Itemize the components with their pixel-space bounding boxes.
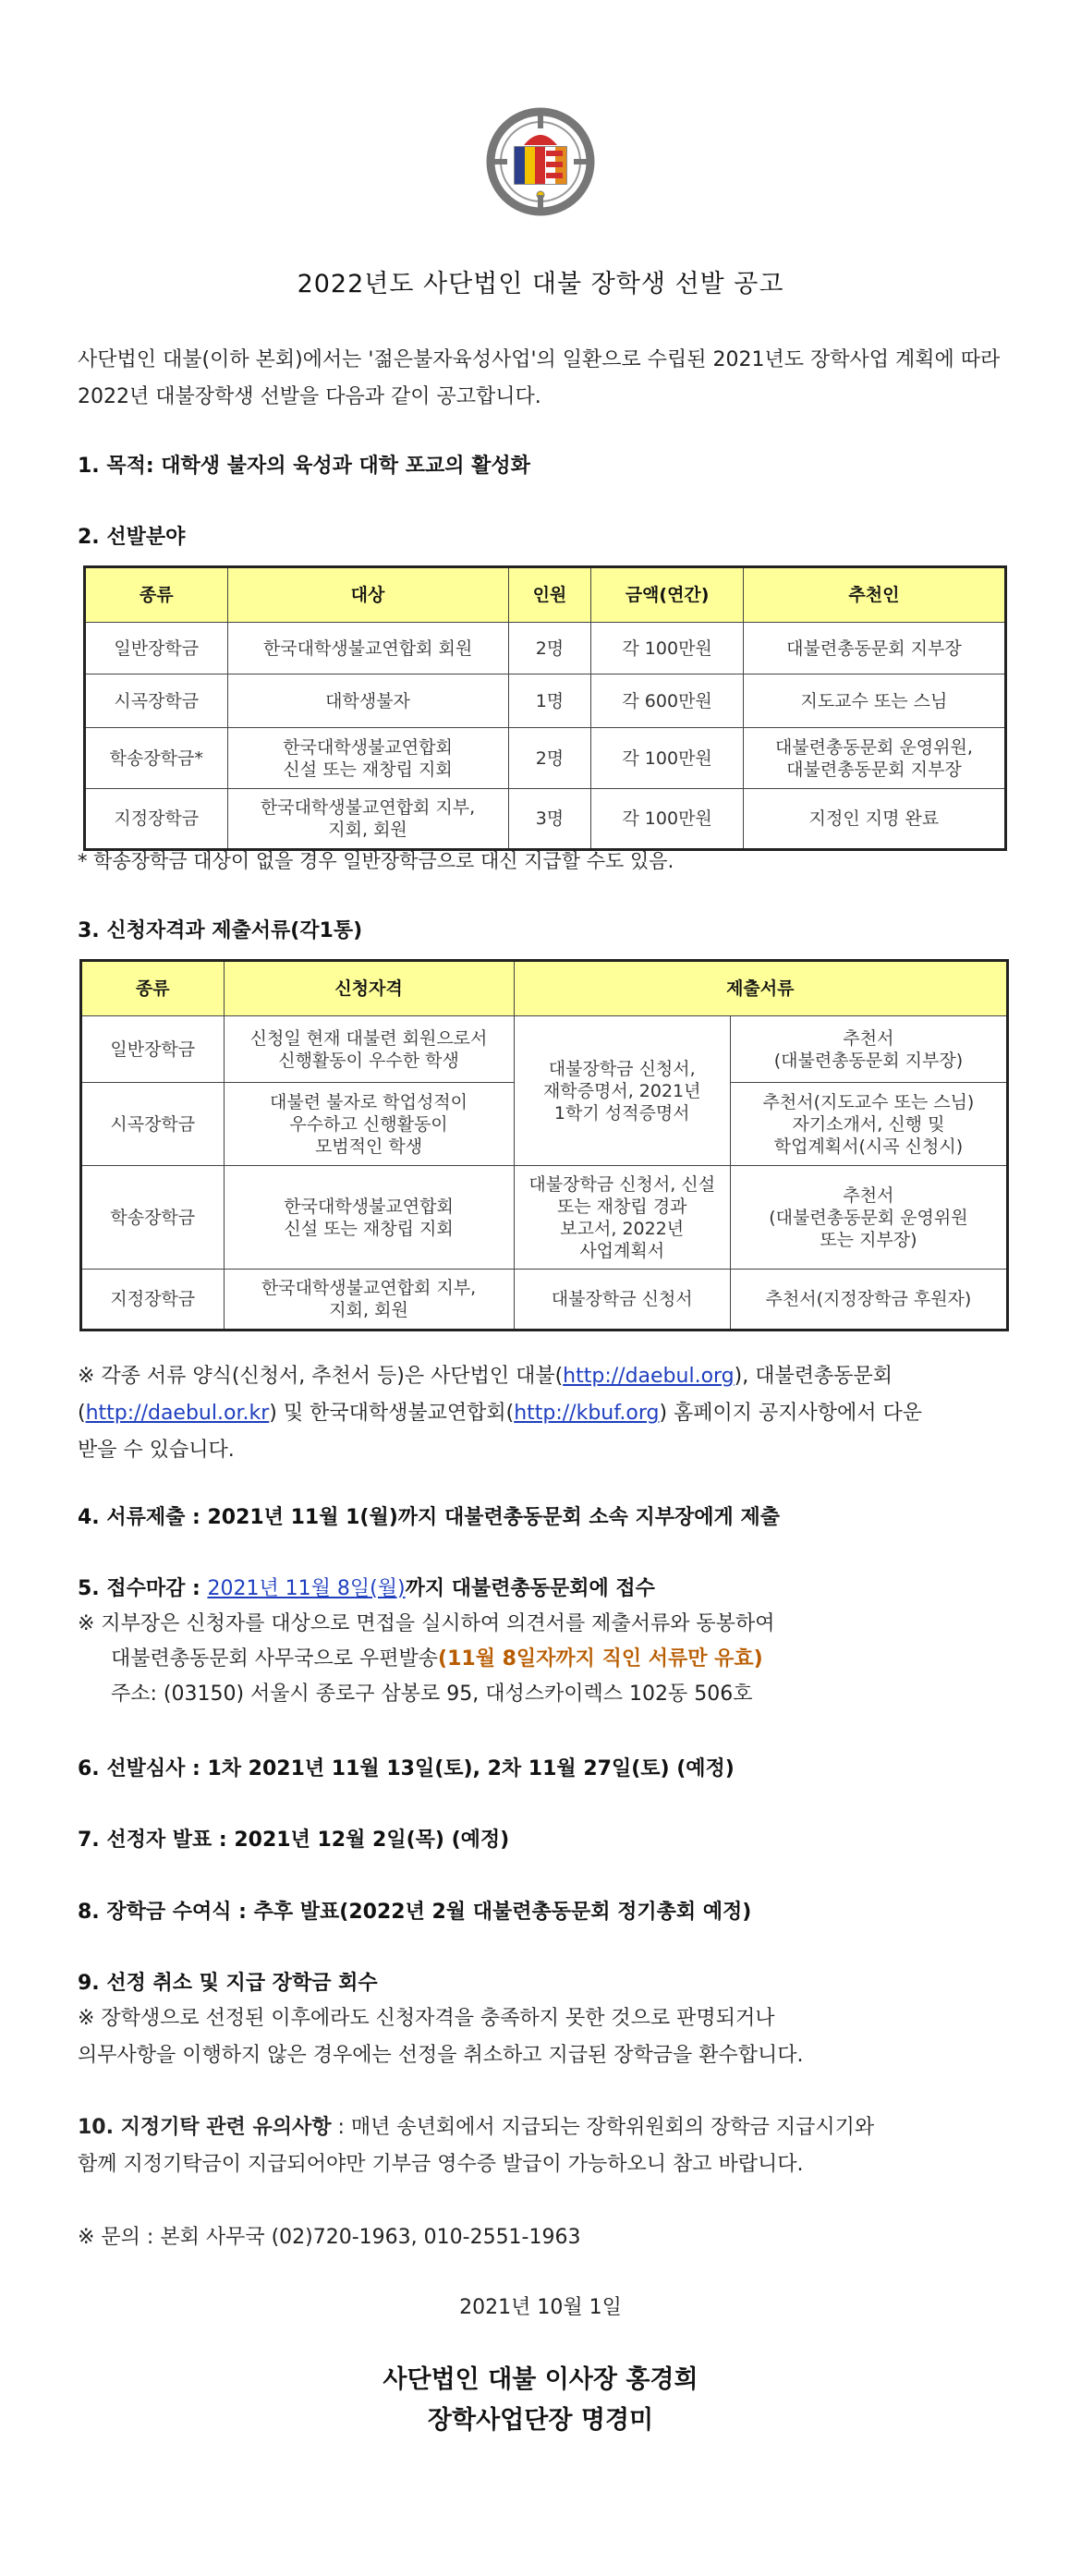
table-cell: 대불장학금 신청서, 재학증명서, 2021년 1학기 성적증명서 [514,1016,730,1166]
table-row [81,1166,1008,1270]
section-announcement: 7. 선정자 발표 : 2021년 12월 2일(목) (예정) [78,1829,510,1852]
table-row [85,728,1006,789]
section-qualifications: 3. 신청자격과 제출서류(각1통) [78,919,363,942]
table-cell: 한국대학생불교연합회 신설 또는 재창립 지회 [224,1166,514,1270]
deadline-note: ※ 지부장은 신청자를 대상으로 면접을 실시하여 의견서를 제출서류와 동봉하여 [78,1612,775,1635]
forms-note [78,1358,1007,1469]
table-cell: 지정장학금 [81,1270,225,1331]
table-cell: 시곡장학금 [85,674,228,728]
forms-note-text: ) 홈페이지 공지사항에서 다운 [659,1402,923,1425]
table-header: 금액(연간) [591,567,744,623]
cancellation-note: 의무사항을 이행하지 않은 경우에는 선정을 취소하고 지급된 장학금을 환수합니다. [78,2044,804,2067]
section-fields: 2. 선발분야 [78,526,186,549]
table-header: 제출서류 [514,961,1007,1016]
section-designated-donation [78,2109,1007,2183]
daebul-org-link[interactable]: http://daebul.org [563,1365,735,1388]
deadline-date-link[interactable]: 2021년 11월 8일(월) [207,1577,406,1600]
signer-director: 장학사업단장 명경미 [427,2406,654,2435]
deadline-note-text: 대불련총동문회 사무국으로 우편발송 [111,1647,439,1671]
table-cell: 대불장학금 신청서, 신설 또는 재창립 경과 보고서, 2022년 사업계획서 [514,1166,730,1270]
section-submission: 4. 서류제출 : 2021년 11월 1(월)까지 대불련총동문회 소속 지부장에게 제출 [78,1506,780,1529]
table-cell: 추천서(지도교수 또는 스님) 자기소개서, 신행 및 학업계획서(시곡 신청시) [730,1083,1007,1166]
table-cell: 한국대학생불교연합회 지부, 지회, 회원 [224,1270,514,1331]
table-cell: 한국대학생불교연합회 회원 [227,623,508,674]
notice-date: 2021년 10월 1일 [459,2296,622,2319]
table-row [85,789,1006,850]
page-title: 2022년도 사단법인 대불 장학생 선발 공고 [297,270,784,298]
kbuf-org-link[interactable]: http://kbuf.org [514,1402,660,1425]
selection-fields-table [83,565,1007,851]
signer-chairman: 사단법인 대불 이사장 홍경희 [383,2365,698,2394]
table-row [81,1016,1008,1083]
table-cell: 각 600만원 [591,674,744,728]
table-cell: 지도교수 또는 스님 [743,674,1005,728]
table-cell: 시곡장학금 [81,1083,225,1166]
deadline-note [78,1642,1007,1677]
table-cell: 각 100만원 [591,789,744,850]
organization-logo [485,106,596,217]
qualifications-table [79,959,1009,1331]
table-header: 대상 [227,567,508,623]
table-row [85,623,1006,674]
table-cell: 추천서(지정장학금 후원자) [730,1270,1007,1331]
section-purpose: 1. 목적: 대학생 불자의 육성과 대학 포교의 활성화 [78,455,530,478]
deadline-label: 5. 접수마감 : [78,1577,208,1600]
table-cell: 학송장학금 [81,1166,225,1270]
table-cell: 2명 [508,623,591,674]
table-cell: 대학생불자 [227,674,508,728]
table-cell: 대불장학금 신청서 [514,1270,730,1331]
section-ceremony: 8. 장학금 수여식 : 추후 발표(2022년 2월 대불련총동문회 정기총회 예정) [78,1901,752,1924]
forms-note-text: ), 대불련총동문회 [734,1365,893,1388]
cancellation-note: ※ 장학생으로 선정된 이후에라도 신청자격을 충족하지 못한 것으로 판명되거나 [78,2007,775,2030]
table-cell: 대불련총동문회 운영위원, 대불련총동문회 지부장 [743,728,1005,789]
table-cell: 학송장학금* [85,728,228,789]
forms-note-text: ) 및 한국대학생불교연합회( [269,1402,515,1425]
table-cell: 추천서 (대불련총동문회 지부장) [730,1016,1007,1083]
deadline-notes [78,1607,1007,1712]
table-header: 추천인 [743,567,1005,623]
section-review: 6. 선발심사 : 1차 2021년 11월 13일(토), 2차 11월 27일(토) (예정) [78,1757,735,1780]
table-row [85,674,1006,728]
table-cell: 각 100만원 [591,623,744,674]
table-header: 종류 [85,567,228,623]
contact-info: ※ 문의 : 본회 사무국 (02)720-1963, 010-2551-1963 [78,2226,581,2249]
designated-donation-text: 함께 지정기탁금이 지급되어야만 기부금 영수증 발급이 가능하오니 참고 바랍니다. [78,2153,804,2176]
table-cell: 지정장학금 [85,789,228,850]
daebul-or-kr-link[interactable]: http://daebul.or.kr [85,1402,270,1425]
designated-donation-title: 10. 지정기탁 관련 유의사항 [78,2116,332,2139]
table-header: 종류 [81,961,225,1016]
table-cell: 3명 [508,789,591,850]
section-cancellation: 9. 선정 취소 및 지급 장학금 회수 [78,1972,378,1995]
forms-note-text: ※ 각종 서류 양식(신청서, 추천서 등)은 사단법인 대불( [78,1365,564,1388]
section-deadline [78,1571,1007,1608]
forms-note-text: ( [78,1402,86,1425]
designated-donation-text: : 매년 송년회에서 지급되는 장학위원회의 장학금 지급시기와 [331,2116,875,2139]
intro-paragraph: 사단법인 대불(이하 본회)에서는 '젊은불자육성사업'의 일환으로 수립된 2021년도 장학사업 계획에 따라 2022년 대불장학생 선발을 다음과 같이 공고합니다. [78,348,1001,408]
table-cell: 지정인 지명 완료 [743,789,1005,850]
table-cell: 각 100만원 [591,728,744,789]
table-header: 인원 [508,567,591,623]
cancellation-notes [78,2000,1007,2074]
table-row [81,1270,1008,1331]
table-header: 신청자격 [224,961,514,1016]
table-cell: 일반장학금 [81,1016,225,1083]
table-header-row [85,567,1006,623]
table-cell: 대불련 불자로 학업성적이 우수하고 신행활동이 모범적인 학생 [224,1083,514,1166]
table-cell: 일반장학금 [85,623,228,674]
table-cell: 한국대학생불교연합회 신설 또는 재창립 지회 [227,728,508,789]
table-cell: 1명 [508,674,591,728]
deadline-text: 까지 대불련총동문회에 접수 [405,1577,655,1600]
table-header-row [81,961,1008,1016]
table-cell: 추천서 (대불련총동문회 운영위원 또는 지부장) [730,1166,1007,1270]
table-cell: 대불련총동문회 지부장 [743,623,1005,674]
deadline-note-highlight: (11월 8일자까지 직인 서류만 유효) [438,1647,763,1671]
table1-footnote: * 학송장학금 대상이 없을 경우 일반장학금으로 대신 지급할 수도 있음. [78,850,674,872]
table-cell: 한국대학생불교연합회 지부, 지회, 회원 [227,789,508,850]
table-cell: 신청일 현재 대불련 회원으로서 신행활동이 우수한 학생 [224,1016,514,1083]
deadline-address: 주소: (03150) 서울시 종로구 삼봉로 95, 대성스카이렉스 102동 506호 [111,1683,753,1706]
table-cell: 2명 [508,728,591,789]
forms-note-text: 받을 수 있습니다. [78,1439,235,1462]
